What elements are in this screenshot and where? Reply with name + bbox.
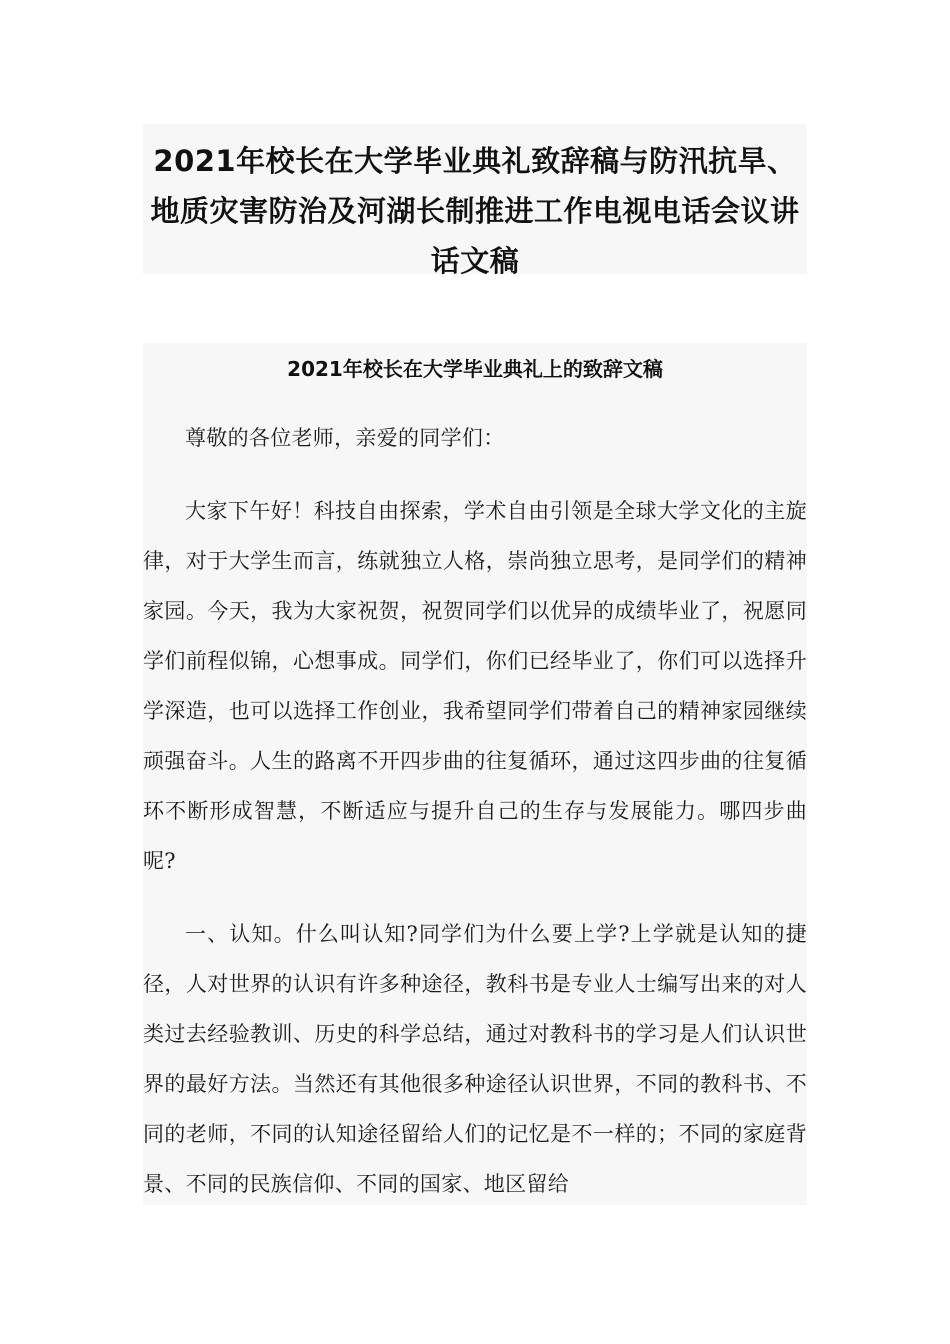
section-title: 2021年校长在大学毕业典礼上的致辞文稿 (287, 357, 663, 381)
document-title: 2021年校长在大学毕业典礼致辞稿与防汛抗旱、地质灾害防治及河湖长制推进工作电视电话会议讲话文稿 (150, 144, 800, 278)
document-body (143, 343, 807, 1205)
greeting-paragraph: 尊敬的各位老师，亲爱的同学们： (185, 426, 505, 450)
body-paragraph-1: 大家下午好！科技自由探索，学术自由引领是全球大学文化的主旋律，对于大学生而言，练就独立人格，崇尚独立思考，是同学们的精神家园。今天，我为大家祝贺，祝贺同学们以优异的成绩毕业了，祝愿同学们前程似锦，心想事成。同学们，你们已经毕业了，你们可以选择升学深造，也可以选择工作创业，我希望同学们带着自己的精神家园继续顽强奋斗。人生的路离不开四步曲的往复循环，通过这四步曲的往复循环不断形成智慧，不断适应与提升自己的生存与发展能力。哪四步曲呢? (143, 499, 807, 873)
body-paragraph-2: 一、认知。什么叫认知?同学们为什么要上学?上学就是认知的捷径，人对世界的认识有许多种途径，教科书是专业人士编写出来的对人类过去经验教训、历史的科学总结，通过对教科书的学习是人们认识世界的最好方法。当然还有其他很多种途径认识世界，不同的教科书、不同的老师，不同的认知途径留给人们的记忆是不一样的；不同的家庭背景、不同的民族信仰、不同的国家、地区留给 (143, 922, 807, 1196)
title-block (143, 124, 807, 278)
